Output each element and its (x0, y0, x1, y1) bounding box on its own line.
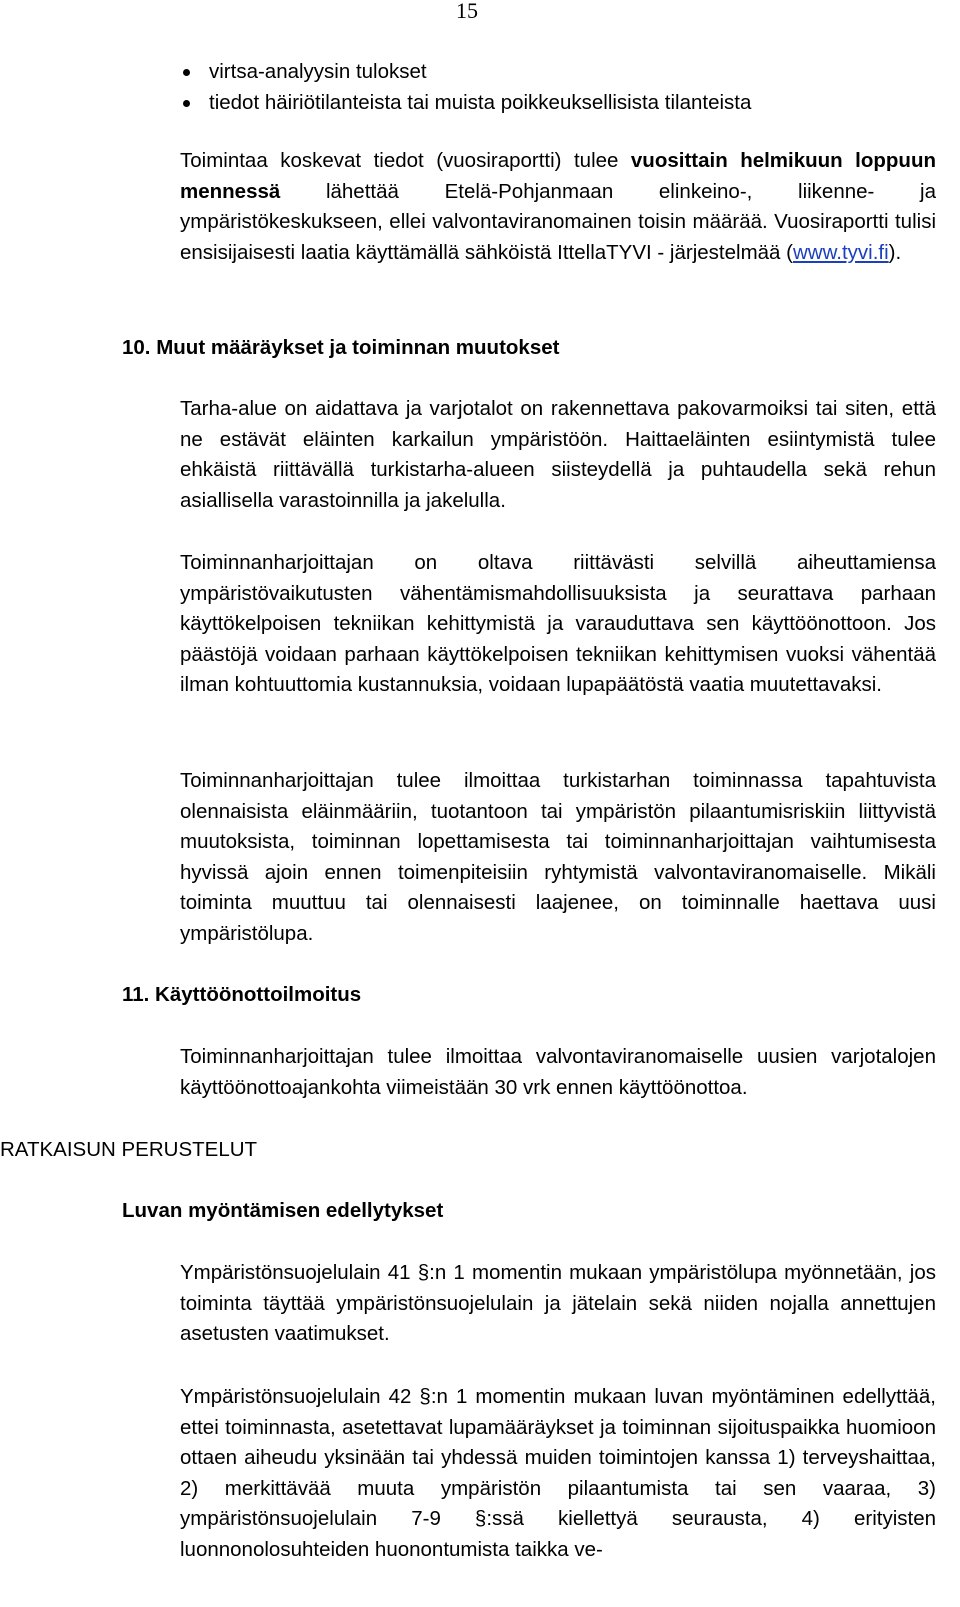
page-number: 15 (456, 0, 478, 23)
section-11-heading: 11. Käyttöönottoilmoitus (122, 983, 362, 1006)
section-11-paragraph: Toiminnanharjoittajan tulee ilmoittaa valvontaviranomaiselle uusien varjotalojen käyttöönottoajankohta viimeistään 30 vrk ennen käyttöönottoa. (180, 1045, 936, 1099)
bullet-icon (183, 69, 190, 76)
annual-report-paragraph (180, 146, 936, 268)
section-10-heading: 10. Muut määräykset ja toiminnan muutokset (122, 336, 560, 359)
grounds-subheading: Luvan myöntämisen edellytykset (122, 1199, 444, 1222)
annual-report-deadline: vuosittain helmikuun loppuun mennessä (180, 149, 936, 203)
section-10-paragraph-1: Tarha-alue on aidattava ja varjotalot on rakennettava pakovarmoiksi tai siten, että ne estävät eläinten karkailun ympäristöön. Haittaeläinten esiintymistä tulee ehkäistä riittävällä turkistarha-alueen siisteydellä ja puhtaudella sekä rehun asiallisella varastoinnilla ja jakelulla. (180, 397, 936, 512)
grounds-paragraph-2: Ympäristönsuojelulain 42 §:n 1 momentin mukaan luvan myöntäminen edellyttää, ettei toiminnasta, asetettavat lupamääräykset ja toiminnan sijoituspaikka huomioon ottaen aiheudu yksinään tai yhdessä muiden toimintojen kanssa 1) terveyshaittaa, 2) merkittävää muuta ympäristön pilaantumista tai sen vaaraa, 3) ympäristönsuojelulain 7-9 §:ssä kiellettyä seurausta, 4) erityisten luonnonolosuhteiden huonontumista taikka ve- (180, 1385, 936, 1561)
section-10-paragraph-3: Toiminnanharjoittajan tulee ilmoittaa turkistarhan toiminnassa tapahtuvista olennaisista eläinmääriin, tuotantoon tai ympäristön pilaantumisriskiin liittyvistä muutoksista, toiminnan lopettamisesta tai toiminnanharjoittajan vaihtumisesta hyvissä ajoin ennen toimenpiteisiin ryhtymistä valvontaviranomaiselle. Mikäli toiminta muuttuu tai olennaisesti laajenee, on toiminnalle haettava uusi ympäristölupa. (180, 769, 936, 945)
annual-report-text-1: Toimintaa koskevat tiedot (vuosiraportti) tulee (180, 149, 631, 172)
grounds-heading: RATKAISUN PERUSTELUT (0, 1138, 258, 1161)
tyvi-link[interactable]: www.tyvi.fi (792, 240, 889, 264)
bullet-icon (183, 100, 190, 107)
annual-report-text-3: ). (888, 240, 902, 264)
annual-report-text-2: lähettää Etelä-Pohjanmaan elinkeino-, liikenne- ja ympäristökeskukseen, ellei valvontaviranomainen toisin määrää. Vuosiraportti tulisi ensisijaisesti laatia käyttämällä sähköistä IttellaTYVI - järjestelmää ( (180, 179, 936, 264)
list-item (181, 87, 751, 118)
list-item-text: virtsa-analyysin tulokset (209, 60, 427, 83)
section-10-paragraph-2: Toiminnanharjoittajan on oltava riittävästi selvillä aiheuttamiensa ympäristövaikutusten vähentämismahdollisuuksista ja seurattava parhaan käyttökelpoisen tekniikan kehittymistä ja varauduttava sen käyttöönottoon. Jos päästöjä voidaan parhaan käyttökelpoisen tekniikan kehittymisen vuoksi vähentää ilman kohtuuttomia kustannuksia, voidaan lupapäätöstä vaatia muutettavaksi. (180, 551, 936, 696)
bullet-list (181, 56, 751, 118)
list-item (181, 56, 751, 87)
list-item-text: tiedot häiriötilanteista tai muista poikkeuksellisista tilanteista (209, 91, 752, 114)
grounds-paragraph-1: Ympäristönsuojelulain 41 §:n 1 momentin mukaan ympäristölupa myönnetään, jos toiminta täyttää ympäristönsuojelulain ja jätelain sekä niiden nojalla annettujen asetusten vaatimukset. (180, 1261, 936, 1345)
